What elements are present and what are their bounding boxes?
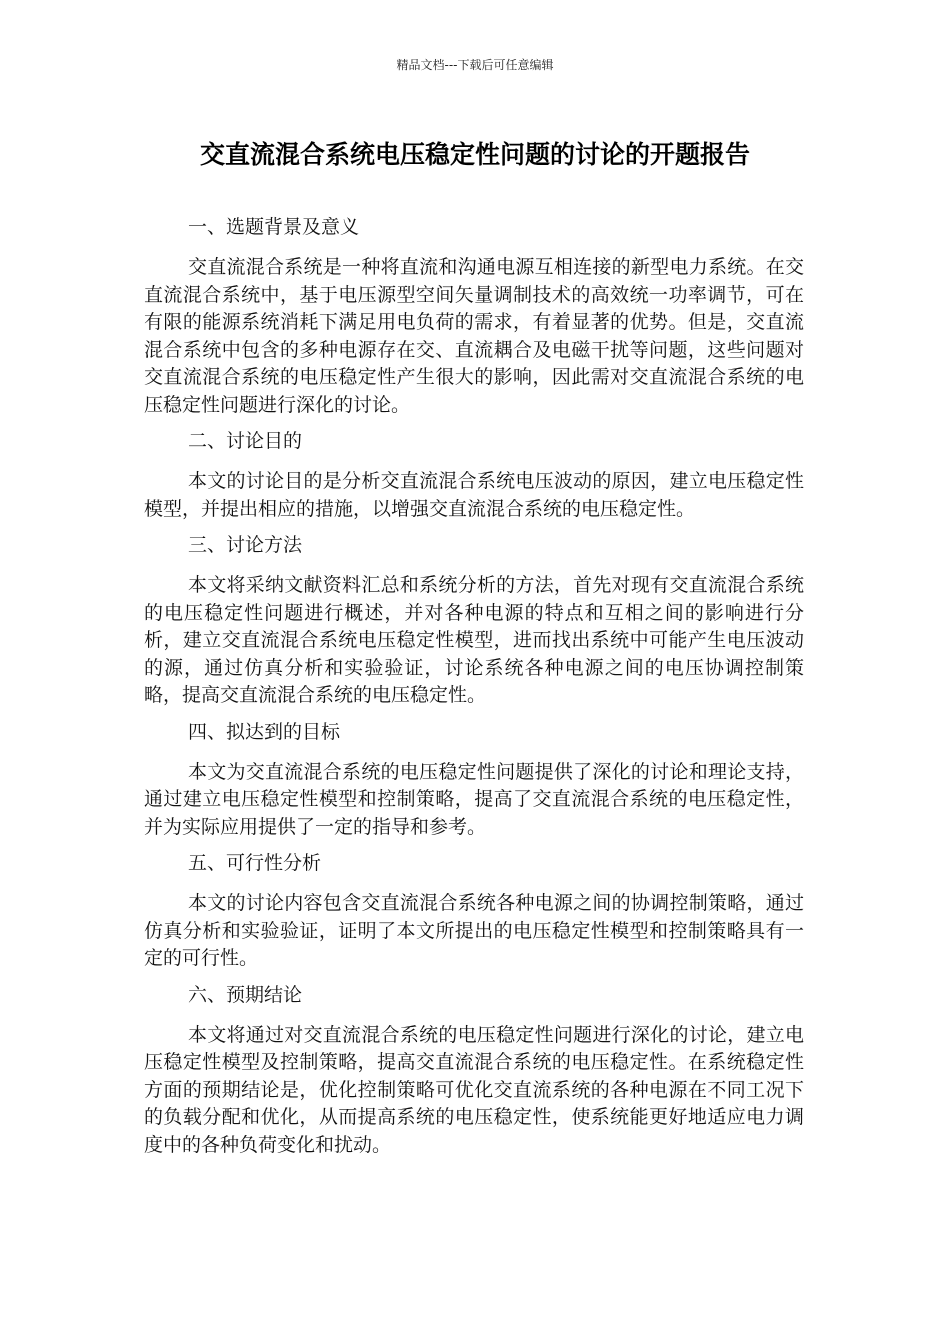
section-heading: 二、讨论目的 bbox=[188, 430, 303, 452]
section-paragraph: 本文将通过对交直流混合系统的电压稳定性问题进行深化的讨论，建立电压稳定性模型及控制策略，提高交直流混合系统的电压稳定性。在系统稳定性方面的预期结论是，优化控制策略可优化交直流系统的各种电源在不同工况下的负载分配和优化，从而提高系统的电压稳定性，使系统能更好地适应电力调度中的各种负荷变化和扰动。 bbox=[144, 1023, 804, 1156]
section-heading: 六、预期结论 bbox=[188, 983, 303, 1006]
section-conclusion bbox=[144, 981, 804, 1160]
section-method bbox=[144, 531, 804, 710]
section-heading: 五、可行性分析 bbox=[188, 852, 322, 874]
section-heading: 三、讨论方法 bbox=[188, 534, 303, 556]
section-paragraph: 本文为交直流混合系统的电压稳定性问题提供了深化的讨论和理论支持，通过建立电压稳定性模型和控制策略，提高了交直流混合系统的电压稳定性，并为实际应用提供了一定的指导和参考。 bbox=[144, 760, 804, 838]
section-goals bbox=[144, 718, 804, 842]
section-feasibility bbox=[144, 849, 804, 973]
section-background bbox=[144, 213, 804, 419]
section-paragraph: 交直流混合系统是一种将直流和沟通电源互相连接的新型电力系统。在交直流混合系统中，基于电压源型空间矢量调制技术的高效统一功率调节，可在有限的能源系统消耗下满足用电负荷的需求，有着显著的优势。但是，交直流混合系统中包含的多种电源存在交、直流耦合及电磁干扰等问题，这些问题对交直流混合系统的电压稳定性产生很大的影响，因此需对交直流混合系统的电压稳定性问题进行深化的讨论。 bbox=[144, 256, 804, 416]
section-purpose bbox=[144, 427, 804, 523]
document-title: 交直流混合系统电压稳定性问题的讨论的开题报告 bbox=[199, 140, 750, 169]
section-paragraph: 本文将采纳文献资料汇总和系统分析的方法，首先对现有交直流混合系统的电压稳定性问题进行概述，并对各种电源的特点和互相之间的影响进行分析，建立交直流混合系统电压稳定性模型，进而找出系统中可能产生电压波动的源，通过仿真分析和实验验证，讨论系统各种电源之间的电压协调控制策略，提高交直流混合系统的电压稳定性。 bbox=[144, 574, 804, 706]
section-paragraph: 本文的讨论内容包含交直流混合系统各种电源之间的协调控制策略，通过仿真分析和实验验证，证明了本文所提出的电压稳定性模型和控制策略具有一定的可行性。 bbox=[144, 892, 804, 969]
document-body bbox=[144, 213, 804, 1167]
section-heading: 一、选题背景及意义 bbox=[188, 216, 360, 238]
section-heading: 四、拟达到的目标 bbox=[188, 720, 341, 743]
section-paragraph: 本文的讨论目的是分析交直流混合系统电压波动的原因，建立电压稳定性模型，并提出相应的措施，以增强交直流混合系统的电压稳定性。 bbox=[144, 470, 804, 520]
header-note: 精品文档---下载后可任意编辑 bbox=[396, 58, 554, 72]
